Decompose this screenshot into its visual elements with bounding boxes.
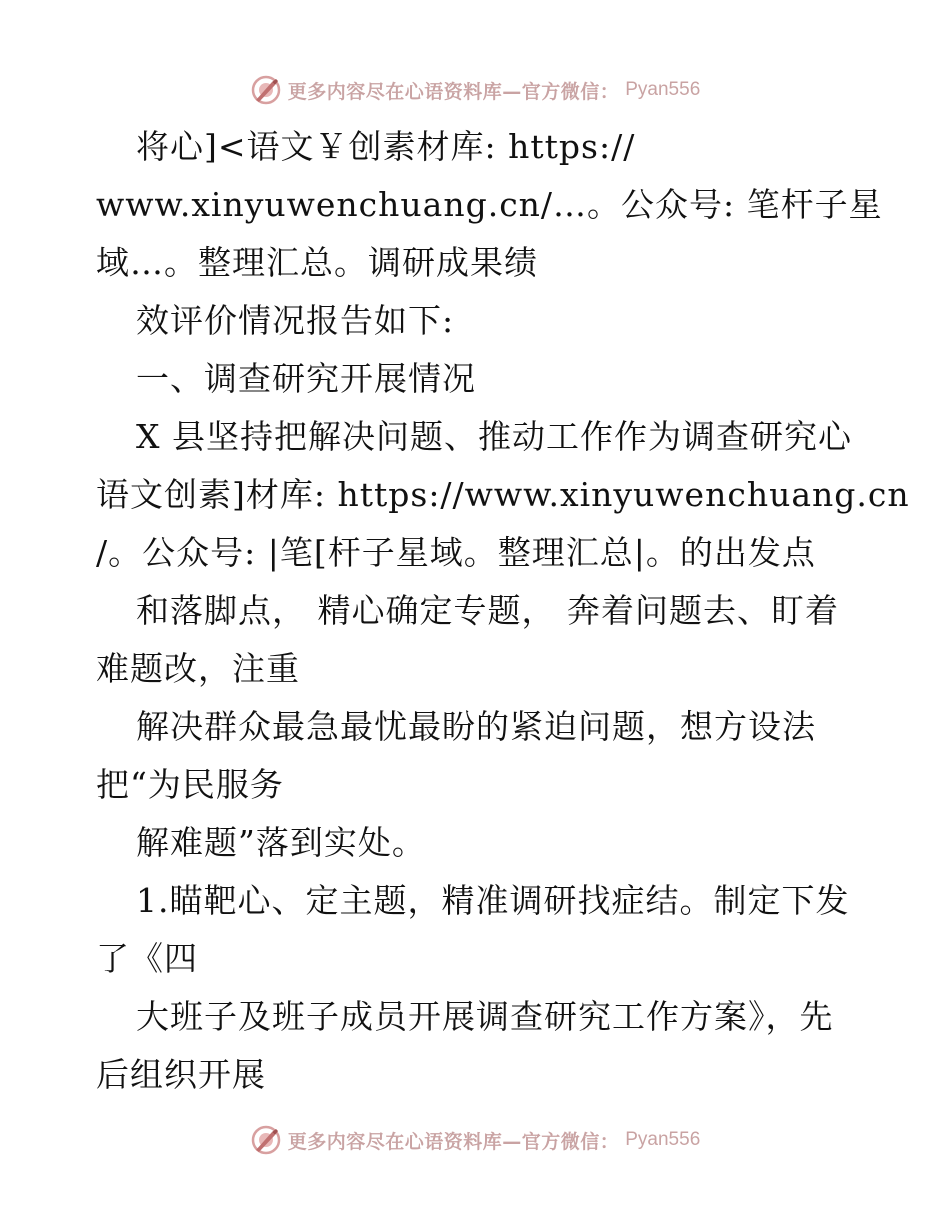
- section-heading: 一、调查研究开展情况: [136, 359, 476, 398]
- footer-watermark-banner: [0, 1120, 950, 1160]
- text-line: 域…。整理汇总。调研成果绩: [96, 243, 538, 282]
- text-line: 后组织开展: [96, 1055, 266, 1094]
- text-line: 1.瞄靶心、定主题，精准调研找症结。制定下发: [136, 881, 850, 920]
- text-line: 解决群众最急最忧最盼的紧迫问题，想方设法: [136, 707, 816, 746]
- text-line: 将心]<语文￥创素材库: https://: [136, 127, 636, 166]
- text-line: 大班子及班子成员开展调查研究工作方案》，先: [136, 997, 834, 1036]
- pen-logo-icon: [250, 1124, 282, 1156]
- text-line: 效评价情况报告如下:: [136, 301, 455, 340]
- text-line: www.xinyuwenchuang.cn/…。公众号: 笔杆子星: [96, 185, 883, 224]
- text-line: 解难题”落到实处。: [136, 823, 426, 862]
- footer-banner-text: 更多内容尽在心语资料库—官方微信：: [287, 1130, 620, 1153]
- document-body: [96, 118, 910, 1104]
- header-watermark-banner: [0, 70, 950, 110]
- text-line: 难题改，注重: [96, 649, 300, 688]
- footer-banner-wechat-id: Pyan556: [625, 1129, 701, 1150]
- text-line: /。公众号: |笔[杆子星域。整理汇总|。的出发点: [96, 533, 816, 572]
- header-banner-text: 更多内容尽在心语资料库—官方微信：: [287, 80, 620, 103]
- pen-logo-icon: [250, 74, 282, 106]
- text-line: 语文创素]材库: https://www.xinyuwenchuang.cn: [96, 475, 910, 514]
- text-line: 把“为民服务: [96, 765, 284, 804]
- header-banner-wechat-id: Pyan556: [625, 79, 701, 100]
- text-line: 了《四: [96, 939, 198, 978]
- text-line: X 县坚持把解决问题、推动工作作为调查研究心: [136, 417, 852, 456]
- text-line: 和落脚点， 精心确定专题， 奔着问题去、盯着: [136, 591, 839, 630]
